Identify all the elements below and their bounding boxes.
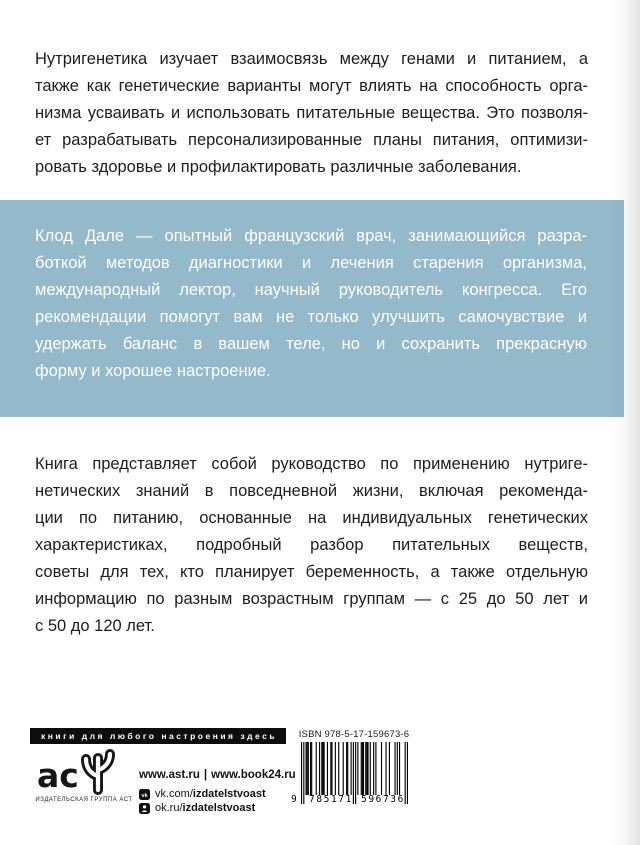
ok-url-handle: izdatelstvoast: [182, 802, 256, 814]
ast-site-url: www.ast.ru: [139, 769, 200, 781]
publisher-logo-block: [34, 747, 134, 803]
ok-url-prefix: ok.ru/: [155, 802, 183, 814]
page-edge-shadow: [610, 0, 640, 845]
paragraph-line: низма усваивать и использовать питательные вещества. Это позволя-: [35, 104, 588, 122]
ok-icon: [139, 803, 150, 814]
isbn-label: ISBN 978-5-17-159673-6: [298, 729, 410, 740]
paragraph-line: ции по питанию, основанные на индивидуальных генетических: [35, 509, 588, 527]
author-paragraph: [35, 223, 587, 385]
paragraph-line: рекомендации помогут вам не только улучшить самочувствие и: [35, 308, 587, 326]
paragraph-line: с 50 до 120 лет.: [35, 617, 155, 635]
cactus-figure-icon: [86, 754, 110, 790]
paragraph-line: Книга представляет собой руководство по применению нутриге-: [35, 455, 588, 473]
paragraph-line: советы для тех, кто планирует беременность, а также отдельную: [35, 563, 588, 581]
paragraph-line: Клод Дале — опытный французский врач, занимающийся разра-: [35, 227, 587, 245]
book-description-paragraph: [35, 451, 588, 640]
ast-logo-icon: [36, 747, 132, 795]
paragraph-line: информацию по разным возрастным группам — с 25 до 50 лет и: [35, 590, 588, 608]
ok-line: [139, 802, 296, 814]
paragraph-line: нетических знаний в повседневной жизни, включая рекоменда-: [35, 482, 588, 500]
svg-text:vk: vk: [141, 792, 148, 799]
tagline-bar: [30, 728, 286, 744]
barcode-digit-group-2: 596736: [361, 794, 405, 805]
publisher-caption: ИЗДАТЕЛЬСКАЯ ГРУППА АСТ: [35, 797, 133, 803]
paragraph-line: характеристиках, подробный разбор питательных веществ,: [35, 536, 588, 554]
vk-icon: [139, 789, 150, 800]
vk-url-prefix: vk.com/: [155, 788, 193, 800]
barcode-digit-group-1: 785171: [309, 794, 353, 805]
vk-url: [155, 788, 266, 800]
paragraph-line: ет разрабатывать персонализированные планы питания, оптимизи-: [35, 131, 588, 149]
barcode: [291, 742, 408, 806]
paragraph-line: форму и хорошее настроение.: [35, 362, 271, 380]
barcode-digits: [291, 794, 408, 806]
paragraph-line: боткой методов диагностики и лечения старения организма,: [35, 254, 587, 272]
paragraph-line: ровать здоровье и профилактировать различные заболевания.: [35, 158, 522, 176]
paragraph-line: международный лектор, научный руководитель конгресса. Его: [35, 281, 587, 299]
paragraph-line: также как генетические варианты могут влиять на способность орга-: [35, 77, 588, 95]
book24-site-url: www.book24.ru: [211, 769, 296, 781]
websites-line: [139, 769, 296, 781]
ast-logo-letters: ас: [37, 756, 79, 795]
vk-line: [139, 788, 296, 800]
separator: |: [203, 769, 208, 781]
paragraph-line: Нутригенетика изучает взаимосвязь между генами и питанием, а: [35, 50, 588, 68]
tagline-text: книги для любого настроения здесь: [41, 731, 278, 741]
vk-url-handle: izdatelstvoast: [192, 788, 266, 800]
links-block: [139, 769, 296, 814]
author-highlight-panel: [0, 200, 624, 417]
barcode-digit-left: 9: [291, 794, 297, 805]
ok-url: [155, 802, 255, 814]
intro-paragraph: [35, 46, 588, 181]
paragraph-line: удержать баланс в вашем теле, но и сохранить прекрасную: [35, 335, 587, 353]
